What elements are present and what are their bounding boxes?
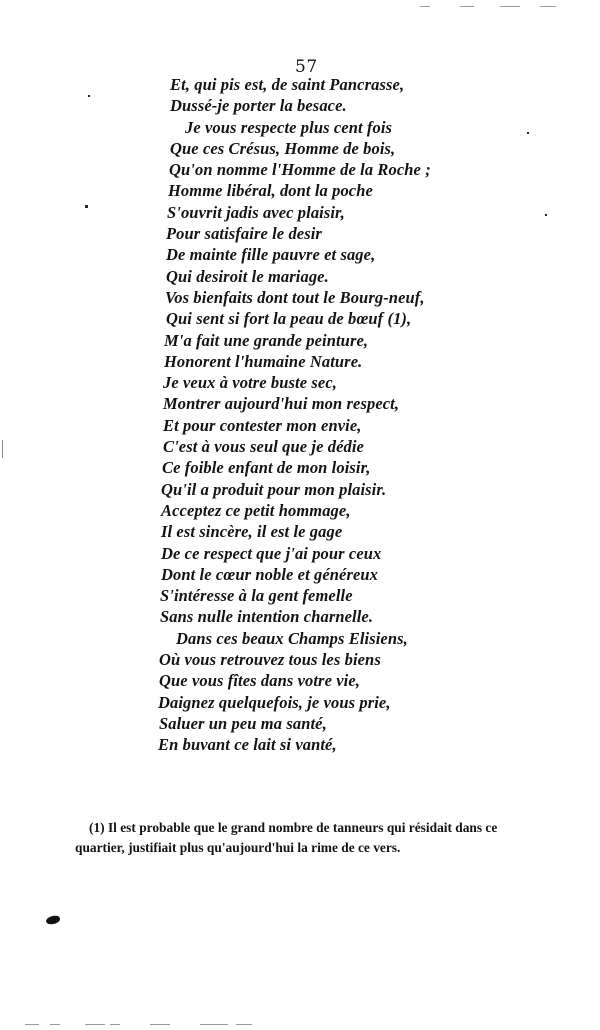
poem-line: Il est sincère, il est le gage xyxy=(161,522,343,542)
scan-mark xyxy=(200,1024,228,1025)
poem-line: Acceptez ce petit hommage, xyxy=(161,500,351,520)
footnote xyxy=(75,818,535,858)
poem-line: Je veux à votre buste sec, xyxy=(163,373,337,393)
poem-line: Daignez quelquefois, je vous prie, xyxy=(158,692,391,712)
poem-line: Homme libéral, dont la poche xyxy=(168,181,373,201)
poem-line: Que vous fîtes dans votre vie, xyxy=(159,671,360,691)
poem-line: Qu'il a produit pour mon plaisir. xyxy=(161,479,387,499)
poem-line: Qui sent si fort la peau de bœuf (1), xyxy=(166,309,412,329)
poem-line: Pour satisfaire le desir xyxy=(166,224,322,244)
poem-line: Saluer un peu ma santé, xyxy=(159,713,327,733)
poem-line: Qu'on nomme l'Homme de la Roche ; xyxy=(169,160,431,180)
scan-mark xyxy=(460,6,474,7)
scan-mark xyxy=(420,6,430,7)
poem-text xyxy=(150,74,450,756)
scan-dot xyxy=(527,132,529,134)
poem-line: Honorent l'humaine Nature. xyxy=(164,351,363,371)
poem-line: Dans ces beaux Champs Elisiens, xyxy=(176,628,408,648)
ink-blot xyxy=(46,915,61,925)
poem-line: Je vous respecte plus cent fois xyxy=(185,117,393,137)
poem-line: De mainte fille pauvre et sage, xyxy=(166,245,376,265)
poem-line: Et, qui pis est, de saint Pancrasse, xyxy=(170,75,405,94)
poem-line: M'a fait une grande peinture, xyxy=(164,330,369,350)
scan-mark xyxy=(25,1024,39,1025)
footnote-line: (1) Il est probable que le grand nombre de tanneurs qui résidait dans ce xyxy=(89,820,498,835)
poem-line: Sans nulle intention charnelle. xyxy=(160,607,374,627)
scan-mark xyxy=(236,1024,252,1025)
poem-line: Et pour contester mon envie, xyxy=(163,415,362,435)
poem-line: Qui desiroit le mariage. xyxy=(166,266,329,286)
footnote-line: quartier, justifiait plus qu'aujourd'hui la rime de ce vers. xyxy=(75,840,401,855)
poem-line: S'intéresse à la gent femelle xyxy=(160,586,353,606)
poem-line: Dont le cœur noble et généreux xyxy=(161,564,379,584)
poem-line: C'est à vous seul que je dédie xyxy=(163,437,364,457)
scan-mark xyxy=(110,1024,120,1025)
poem-line: Montrer aujourd'hui mon respect, xyxy=(163,394,400,414)
scan-dot xyxy=(88,95,90,97)
scan-dot xyxy=(85,205,88,208)
scan-mark xyxy=(540,6,556,7)
page-number: 57 xyxy=(295,57,318,77)
poem-line: Dussé-je porter la besace. xyxy=(170,96,347,116)
poem-line: S'ouvrit jadis avec plaisir, xyxy=(167,202,345,222)
scan-mark xyxy=(50,1024,60,1025)
poem-line: Ce foible enfant de mon loisir, xyxy=(162,458,371,478)
poem-line: Où vous retrouvez tous les biens xyxy=(159,650,381,670)
poem-line: De ce respect que j'ai pour ceux xyxy=(161,543,382,563)
scan-dot xyxy=(545,214,547,216)
scan-mark xyxy=(500,6,520,7)
poem-line: Que ces Crésus, Homme de bois, xyxy=(170,138,396,158)
scan-mark xyxy=(85,1024,105,1025)
scan-mark xyxy=(150,1024,170,1025)
poem-line: En buvant ce lait si vanté, xyxy=(158,735,337,755)
poem-line: Vos bienfaits dont tout le Bourg-neuf, xyxy=(165,287,425,307)
scan-edge-mark xyxy=(2,440,3,458)
